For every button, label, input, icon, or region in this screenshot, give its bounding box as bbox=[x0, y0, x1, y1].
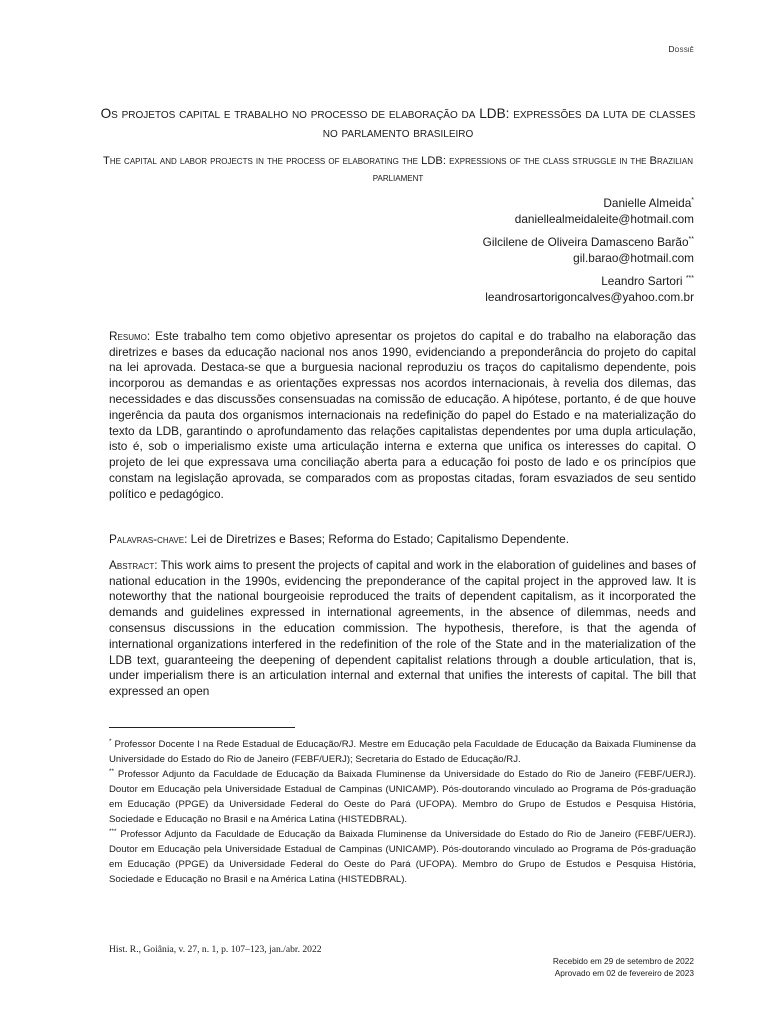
received-date: Recebido em 29 de setembro de 2022 bbox=[552, 956, 694, 966]
resumo-paragraph bbox=[109, 329, 696, 503]
section-label: Dossiê bbox=[668, 44, 694, 54]
keywords-text: Lei de Diretrizes e Bases; Reforma do Estado; Capitalismo Dependente. bbox=[190, 531, 569, 546]
author-name-text: Danielle Almeida bbox=[603, 196, 692, 210]
footnote-mark: * bbox=[109, 737, 112, 745]
resumo-text: Este trabalho tem como objetivo apresentar os projetos do capital e do trabalho na elaboração das diretrizes e bases da educação nacional nos anos 1990, evidenciando a preponderância do projeto do capital na lei aprovada. Destaca-se que a burguesia nacional reproduziu os traços do capitalismo dependente, pois incorporou as demandas e as orientações expressas nos acordos internacionais, à revelia dos dilemas, das necessidades e das discussões consensuadas na comissão de educação. A hipótese, portanto, é de que houve ingerência da pauta dos organismos internacionais na redefinição do papel do Estado e na materialização do texto da LDB, garantindo o aprofundamento das relações capitalistas dependentes por uma dupla articulação, isto é, sob o imperialismo existe uma articulação interna e externa que unifica os interesses do capital. O projeto de lei que expressava uma conciliação aberta para a educação foi posto de lado e os princípios que constam na legislação aprovada, se comparados com as propostas citadas, foram esvaziados de seu sentido político e pedagógico. bbox=[109, 328, 697, 501]
author-name bbox=[194, 273, 694, 289]
author-name-text: Gilcilene de Oliveira Damasceno Barão bbox=[482, 235, 689, 249]
author-email[interactable]: leandrosartorigoncalves@yahoo.com.br bbox=[485, 290, 694, 304]
author-email[interactable]: gil.barao@hotmail.com bbox=[573, 251, 694, 265]
abstract-paragraph bbox=[109, 558, 696, 700]
footnote-list bbox=[109, 737, 696, 887]
author-block bbox=[194, 195, 694, 227]
abstract-text: This work aims to present the projects of capital and work in the elaboration of guidelines and bases of national education in the 1990s, evidencing the preponderance of the capital project in the approved law. It is noteworthy that the national bourgeoisie reproduced the traits of dependent capitalism, as it incorporated the demands and guidelines expressed in international agreements, in the absence of dilemmas, needs and consensus discussions in the education commission. The hypothesis, therefore, is that the agenda of international organizations interfered in the redefinition of the role of the State and in the materialization of the LDB text, guaranteeing the deepening of dependent capitalist relations through a double articulation, that is, under imperialism there is an articulation internal and external that unifies the interests of capital. The bill that expressed an open bbox=[109, 557, 696, 699]
submission-dates bbox=[553, 955, 694, 979]
footnote-mark: * bbox=[691, 197, 694, 205]
footnote-text: Professor Docente I na Rede Estadual de Educação/RJ. Mestre em Educação pela Faculdade de Educação da Baixada Fluminense da Universidade do Estado do Rio de Janeiro (FEBF/UERJ); Secretaria do Estado de Educação/RJ. bbox=[109, 739, 696, 765]
author-block bbox=[194, 273, 694, 305]
footnote bbox=[109, 827, 696, 887]
author-name-text: Leandro Sartori bbox=[601, 274, 686, 288]
article-title: Os projetos capital e trabalho no processo de elaboração da LDB: expressões da luta de classes no parlamento brasileiro bbox=[100, 106, 696, 140]
footnote bbox=[109, 767, 696, 827]
footnote-mark: *** bbox=[685, 275, 694, 283]
footnote bbox=[109, 737, 696, 767]
abstract-label: Abstract: bbox=[109, 557, 158, 572]
footnote-mark: ** bbox=[109, 767, 115, 775]
footnote-divider bbox=[109, 727, 295, 728]
resumo-label: Resumo: bbox=[109, 328, 151, 343]
author-email[interactable]: daniellealmeidaleite@hotmail.com bbox=[514, 212, 694, 226]
journal-citation: Hist. R., Goiânia, v. 27, n. 1, p. 107–123, jan./abr. 2022 bbox=[109, 944, 322, 955]
footnote-mark: ** bbox=[688, 236, 694, 244]
author-list bbox=[194, 195, 694, 312]
keywords-label: Palavras-chave: bbox=[109, 531, 188, 546]
footnote-text: Professor Adjunto da Faculdade de Educação da Baixada Fluminense da Universidade do Estado do Rio de Janeiro (FEBF/UERJ). Doutor em Educação pela Universidade Estadual de Campinas (UNICAMP). Pós-doutorando vinculado ao Programa de Pós-graduação em Educação (PPGE) da Universidade Federal do Oeste do Pará (UFOPA). Membro do Grupo de Estudos e Pesquisa História, Sociedade e Educação no Brasil e na América Latina (HISTEDBRAL). bbox=[109, 769, 696, 825]
footnote-mark: *** bbox=[109, 827, 117, 835]
author-name bbox=[194, 234, 694, 250]
author-block bbox=[194, 234, 694, 266]
approved-date: Aprovado em 02 de fevereiro de 2023 bbox=[554, 968, 694, 978]
footnote-text: Professor Adjunto da Faculdade de Educação da Baixada Fluminense da Universidade do Estado do Rio de Janeiro (FEBF/UERJ). Doutor em Educação pela Universidade Estadual de Campinas (UNICAMP). Pós-doutorando vinculado ao Programa de Pós-graduação em Educação (PPGE) da Universidade Federal do Oeste do Pará (UFOPA). Membro do Grupo de Estudos e Pesquisa História, Sociedade e Educação no Brasil e na América Latina (HISTEDBRAL). bbox=[109, 829, 696, 885]
keywords-paragraph bbox=[109, 532, 696, 548]
article-subtitle: The capital and labor projects in the process of elaborating the LDB: expressions of the class struggle in the Brazilian parliament bbox=[102, 155, 694, 184]
author-name bbox=[194, 195, 694, 211]
